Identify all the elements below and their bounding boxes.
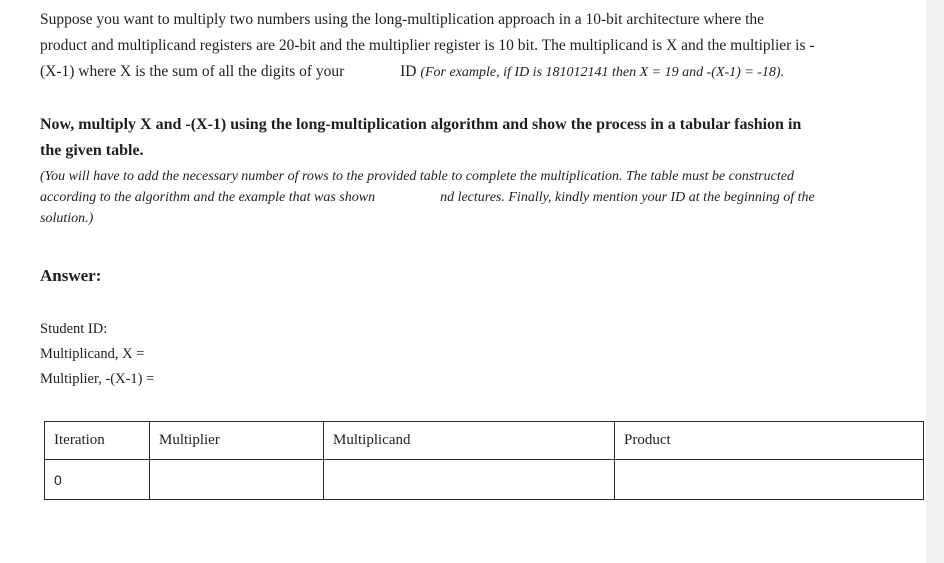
header-multiplier: Multiplier — [150, 422, 324, 460]
header-iteration: Iteration — [45, 422, 150, 460]
multiplicand-label: Multiplicand, X = — [40, 346, 145, 362]
answer-heading: Answer: — [40, 266, 102, 285]
question-intro-text: Suppose you want to multiply two numbers using the long-multiplication approach in a 10-bit architecture where the product and multiplicand registers are 20-bit and the multiplier register is 10 bit. The multiplicand is X and the multiplier is -(X-1) where X is the sum of all the digits of your — [40, 11, 815, 80]
multiplier-label: Multiplier, -(X-1) = — [40, 371, 155, 387]
cell-multiplicand[interactable] — [324, 460, 615, 500]
multiplication-table — [44, 421, 924, 500]
table-row — [45, 460, 924, 500]
student-id-label: Student ID: — [40, 321, 108, 337]
header-product: Product — [615, 422, 924, 460]
note-text-1: (You will have to add the necessary number of rows to the provided table to complete the multiplication. The table must be constructed according to the algorithm and the example that was shown — [40, 169, 794, 205]
cell-product[interactable] — [615, 460, 924, 500]
note-fragment: nd — [440, 190, 455, 205]
table-header-row — [45, 422, 924, 460]
header-multiplicand: Multiplicand — [324, 422, 615, 460]
cell-iteration[interactable]: 0 — [45, 460, 150, 500]
cell-multiplier[interactable] — [150, 460, 324, 500]
question-intro — [40, 7, 815, 86]
id-reference: ID — [400, 63, 417, 80]
scrollbar-strip — [926, 0, 944, 563]
note-text-2: lectures. Finally, kindly mention your ID at the beginning of the solution.) — [40, 190, 815, 226]
question-note — [40, 166, 815, 229]
example-text: (For example, if ID is 181012141 then X = 19 and -(X-1) = -18). — [420, 65, 785, 80]
question-task: Now, multiply X and -(X-1) using the long-multiplication algorithm and show the process in a tabular fashion in the given table. — [40, 116, 802, 159]
